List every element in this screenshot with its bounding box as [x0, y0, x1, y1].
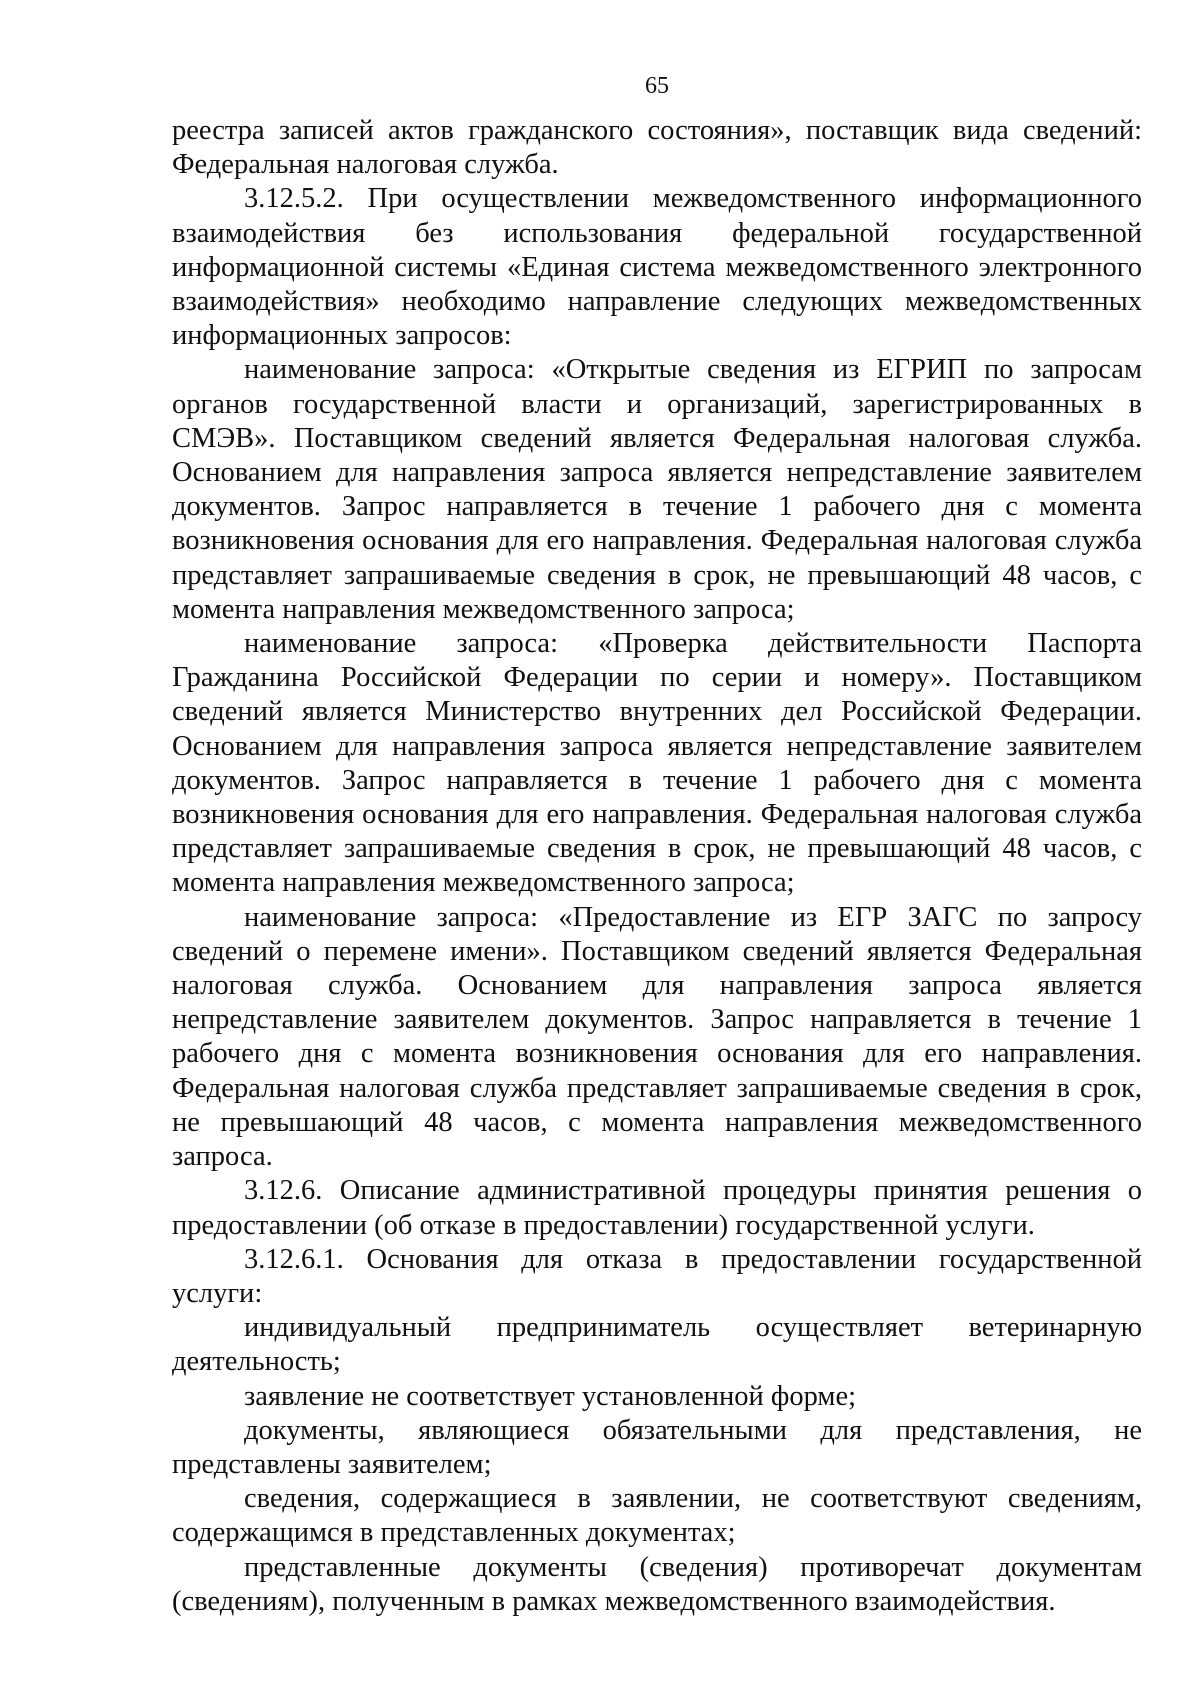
paragraph-continuation: реестра записей актов гражданского состояния», поставщик вида сведений: Федеральная налоговая служба. — [172, 115, 1142, 181]
refusal-reason-item: представленные документы (сведения) противоречат документам (сведениям), полученным в рамках межведомственного взаимодействия. — [172, 1551, 1142, 1617]
refusal-reason-item: сведения, содержащиеся в заявлении, не соответствуют сведениям, содержащимся в представленных документах; — [172, 1483, 1142, 1549]
page-number: 65 — [645, 73, 669, 99]
refusal-reason-item: индивидуальный предприниматель осуществляет ветеринарную деятельность; — [172, 1312, 1142, 1378]
paragraph-request-zags: наименование запроса: «Предоставление из ЕГР ЗАГС по запросу сведений о перемене имени». Поставщиком сведений является Федеральная налоговая служба. Основанием для направления запроса является непредставление заявителем документов. Запрос направляется в течение 1 рабочего дня с момента возникновения основания для его направления. Федеральная налоговая служба представляет запрашиваемые сведения в срок, не превышающий 48 часов, с момента направления межведомственного запроса. — [172, 901, 1142, 1173]
paragraph-3-12-6-1: 3.12.6.1. Основания для отказа в предоставлении государственной услуги: — [172, 1243, 1142, 1309]
refusal-reason-item: документы, являющиеся обязательными для представления, не представлены заявителем; — [172, 1414, 1142, 1480]
document-page — [172, 68, 1142, 1619]
paragraph-3-12-6: 3.12.6. Описание административной процедуры принятия решения о предоставлении (об отказе в предоставлении) государственной услуги. — [172, 1175, 1142, 1241]
paragraph-request-passport: наименование запроса: «Проверка действительности Паспорта Гражданина Российской Федерации по серии и номеру». Поставщиком сведений является Министерство внутренних дел Российской Федерации. Основанием для направления запроса является непредставление заявителем документов. Запрос направляется в течение 1 рабочего дня с момента возникновения основания для его направления. Федеральная налоговая служба представляет запрашиваемые сведения в срок, не превышающий 48 часов, с момента направления межведомственного запроса; — [172, 628, 1142, 899]
paragraph-3-12-5-2: 3.12.5.2. При осуществлении межведомственного информационного взаимодействия без использования федеральной государственной информационной системы «Единая система межведомственного электронного взаимодействия» необходимо направление следующих межведомственных информационных запросов: — [172, 183, 1142, 352]
paragraph-request-egrip: наименование запроса: «Открытые сведения из ЕГРИП по запросам органов государственной власти и организаций, зарегистрированных в СМЭВ». Поставщиком сведений является Федеральная налоговая служба. Основанием для направления запроса является непредставление заявителем документов. Запрос направляется в течение 1 рабочего дня с момента возникновения основания для его направления. Федеральная налоговая служба представляет запрашиваемые сведения в срок, не превышающий 48 часов, с момента направления межведомственного запроса; — [172, 354, 1142, 625]
refusal-reason-item: заявление не соответствует установленной форме; — [244, 1380, 857, 1412]
